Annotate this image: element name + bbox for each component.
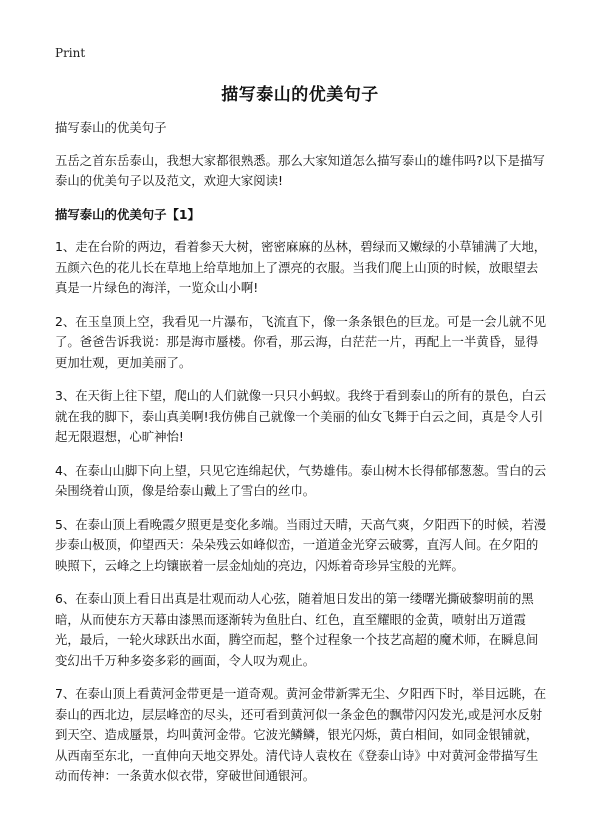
paragraph-4: 4、在泰山山脚下向上望，只见它连绵起伏，气势雄伟。泰山树木长得郁郁葱葱。雪白的云朵围绕着山顶，像是给泰山戴上了雪白的丝巾。 [55,462,547,498]
paragraph-5: 5、在泰山顶上看晚霞夕照更是变化多端。当雨过天晴，天高气爽，夕阳西下的时候，若漫步泰山极顶，仰望西天：朵朵残云如峰似峦，一道道金光穿云破雾，直泻人间。在夕阳的映照下，云峰之上均镶嵌着一层金灿灿的亮边，闪烁着奇珍异宝般的光辉。 [55,516,547,573]
paragraph-7: 7、在泰山顶上看黄河金带更是一道奇观。黄河金带新霁无尘、夕阳西下时，举目远眺，在泰山的西北边，层层峰峦的尽头，还可看到黄河似一条金色的飘带闪闪发光,或是河水反射到天空、造成蜃景，均叫黄河金带。它波光鳞鳞，银光闪烁，黄白相间，如同金银铺就，从西南至东北，一直伸向天地交界处。清代诗人袁枚在《登泰山诗》中对黄河金带描写生动而传神：一条黄水似衣带，穿破世间通银河。 [55,686,547,783]
article-body [55,118,550,800]
article-subtitle: 描写泰山的优美句子 [55,120,167,135]
paragraph-2: 2、在玉皇顶上空，我看见一片瀑布，飞流直下，像一条条银色的巨龙。可是一会儿就不见了。爸爸告诉我说：那是海市蜃楼。你看，那云海，白茫茫一片，再配上一半黄昏，显得更加壮观，更加美丽了。 [55,313,547,370]
print-link[interactable]: Print [55,46,86,60]
paragraph-3: 3、在天街上往下望，爬山的人们就像一只只小蚂蚁。我终于看到泰山的所有的景色，白云就在我的脚下，泰山真美啊!我仿佛自己就像一个美丽的仙女飞舞于白云之间，真是令人引起无限遐想，心旷神怡! [55,388,547,444]
paragraph-1: 1、走在台阶的两边，看着参天大树，密密麻麻的丛林，碧绿而又嫩绿的小草铺满了大地，五颜六色的花儿长在草地上给草地加上了漂亮的衣服。当我们爬上山顶的时候，放眼望去真是一片绿色的海洋，一览众山小啊! [55,239,547,295]
paragraph-6: 6、在泰山顶上看日出真是壮观而动人心弦，随着旭日发出的第一缕曙光撕破黎明前的黑暗，从而使东方天幕由漆黑而逐渐转为鱼肚白、红色，直至耀眼的金黄，喷射出万道霞光，最后，一轮火球跃出水面，腾空而起，整个过程象一个技艺高超的魔术师，在瞬息间变幻出千万种多姿多彩的画面，令人叹为观止。 [55,591,539,668]
intro-paragraph: 五岳之首东岳泰山，我想大家都很熟悉。那么大家知道怎么描写泰山的雄伟吗?以下是描写泰山的优美句子以及范文，欢迎大家阅读! [55,152,545,188]
page-title: 描写泰山的优美句子 [221,85,379,105]
section-heading: 描写泰山的优美句子【1】 [55,206,200,222]
